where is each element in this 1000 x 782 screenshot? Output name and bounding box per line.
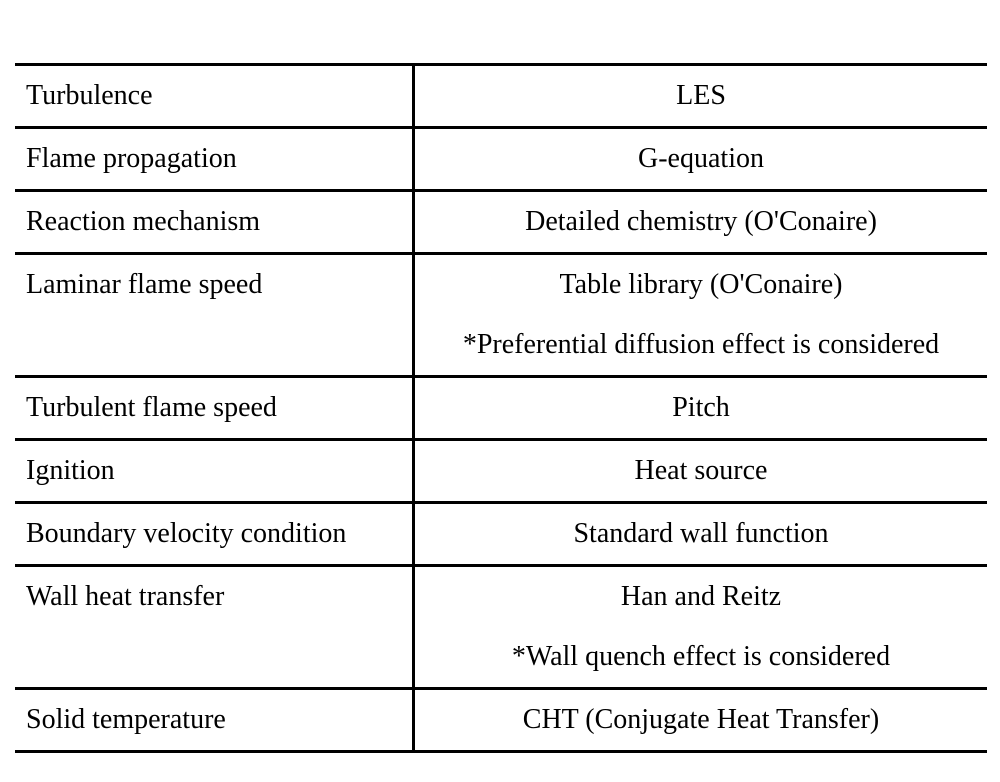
row-value-cell bbox=[412, 192, 987, 252]
row-value: CHT (Conjugate Heat Transfer) bbox=[522, 704, 880, 735]
row-label: Solid temperature bbox=[26, 704, 226, 735]
row-label: Wall heat transfer bbox=[26, 581, 225, 612]
table-row bbox=[15, 564, 987, 687]
row-value-cell bbox=[412, 255, 987, 375]
table-row bbox=[15, 438, 987, 501]
row-value: Detailed chemistry (O'Conaire) bbox=[525, 206, 877, 237]
row-note: *Wall quench effect is considered bbox=[511, 641, 891, 672]
row-label-cell bbox=[15, 129, 412, 189]
table-row bbox=[15, 687, 987, 750]
table-row bbox=[15, 501, 987, 564]
row-label: Reaction mechanism bbox=[26, 206, 261, 237]
row-label-cell bbox=[15, 66, 412, 126]
row-value: Pitch bbox=[672, 392, 730, 423]
row-label: Laminar flame speed bbox=[26, 269, 263, 300]
row-value-cell bbox=[412, 129, 987, 189]
table-row bbox=[15, 189, 987, 252]
row-value-cell bbox=[412, 66, 987, 126]
row-label: Ignition bbox=[26, 455, 115, 486]
row-value-cell bbox=[412, 504, 987, 564]
table-row bbox=[15, 252, 987, 375]
row-label: Turbulent flame speed bbox=[26, 392, 277, 423]
row-value: LES bbox=[676, 80, 726, 111]
row-label-cell bbox=[15, 567, 412, 687]
row-label-cell bbox=[15, 504, 412, 564]
row-label-cell bbox=[15, 690, 412, 750]
row-note: *Preferential diffusion effect is considered bbox=[462, 329, 940, 360]
row-label: Boundary velocity condition bbox=[26, 518, 347, 549]
row-value-cell bbox=[412, 690, 987, 750]
row-label-cell bbox=[15, 255, 412, 375]
row-value: Han and Reitz bbox=[620, 581, 782, 612]
row-value: G-equation bbox=[638, 143, 764, 174]
row-label-cell bbox=[15, 378, 412, 438]
row-value-cell bbox=[412, 567, 987, 687]
row-label-cell bbox=[15, 441, 412, 501]
row-label: Flame propagation bbox=[26, 143, 237, 174]
row-value-cell bbox=[412, 441, 987, 501]
row-value: Table library (O'Conaire) bbox=[559, 269, 843, 300]
row-value: Standard wall function bbox=[573, 518, 829, 549]
row-label: Turbulence bbox=[26, 80, 153, 111]
row-value: Heat source bbox=[634, 455, 768, 486]
table-row bbox=[15, 375, 987, 438]
table-row bbox=[15, 63, 987, 126]
row-value-cell bbox=[412, 378, 987, 438]
table-row bbox=[15, 126, 987, 189]
row-label-cell bbox=[15, 192, 412, 252]
simulation-settings-table bbox=[15, 63, 987, 753]
